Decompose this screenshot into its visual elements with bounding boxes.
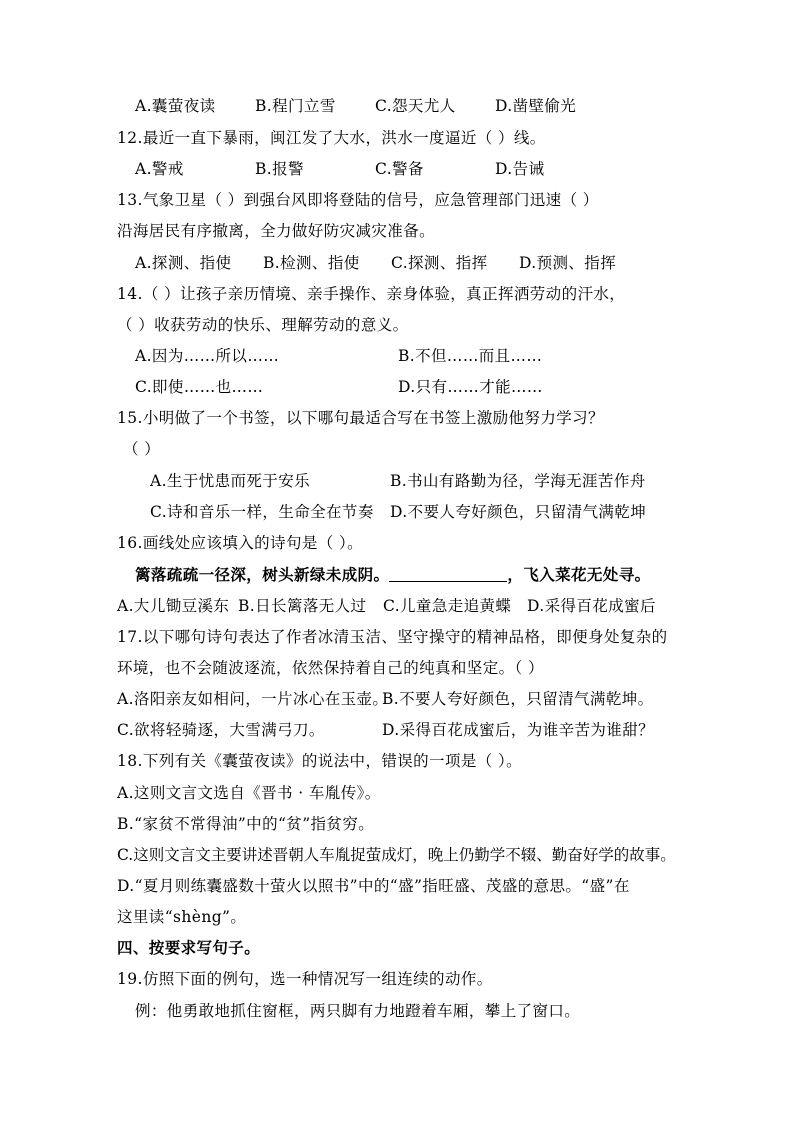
q12-option-c: C.警备	[375, 160, 424, 178]
q11-option-c: C.怨天尤人	[375, 97, 456, 115]
q14-option-b: B.不但……而且……	[398, 347, 543, 365]
q19-example: 例：他勇敢地抓住窗框，两只脚有力地蹬着车厢，攀上了窗口。	[135, 1002, 581, 1020]
q17-stem-line2: 环境，也不会随波逐流，依然保持着自己的纯真和坚定。（ ）	[117, 659, 544, 677]
q15-option-c: C.诗和音乐一样，生命全在节奏	[150, 503, 374, 521]
q17-option-c: C.欲将轻骑逐，大雪满弓刀。	[117, 721, 325, 739]
q16-poem-part1: 篱落疏疏一径深，树头新绿未成阴。	[135, 565, 390, 584]
q12-option-d: D.告诫	[495, 160, 545, 178]
q18-option-d-line1: D.“夏月则练囊盛数十萤火以照书”中的“盛”指旺盛、茂盛的意思。“盛”在	[117, 877, 630, 895]
q13-option-d: D.预测、指挥	[519, 254, 617, 272]
q16-option-a: A.大儿锄豆溪东	[117, 597, 230, 615]
q18-stem: 18.下列有关《囊萤夜读》的说法中，错误的一项是（ ）。	[117, 752, 523, 770]
q13-stem-line1: 13.气象卫星（ ）到强台风即将登陆的信号，应急管理部门迅速（ ）	[117, 191, 599, 209]
q13-option-a: A.探测、指使	[135, 254, 232, 272]
q15-option-d: D.不要人夸好颜色，只留清气满乾坤	[390, 503, 647, 521]
q12-option-b: B.报警	[255, 160, 304, 178]
q17-option-a: A.洛阳亲友如相问，一片冰心在玉壶。	[117, 690, 389, 708]
q16-poem	[135, 565, 651, 585]
q17-option-d: D.采得百花成蜜后，为谁辛苦为谁甜？	[382, 721, 655, 739]
q14-option-c: C.即使……也……	[135, 378, 264, 396]
q18-option-c: C.这则文言文主要讲述晋朝人车胤捉萤成灯，晚上仍勤学不辍、勤奋好学的故事。	[117, 846, 676, 864]
q16-option-c: C.儿童急走追黄蝶	[383, 597, 512, 615]
q16-fill-blank[interactable]	[389, 567, 507, 582]
q19-stem: 19.仿照下面的例句，选一种情况写一组连续的动作。	[117, 970, 493, 988]
q11-option-a: A.囊萤夜读	[135, 97, 216, 115]
q14-stem-line1: 14.（ ）让孩子亲历情境、亲手操作、亲身体验，真正挥洒劳动的汗水，	[117, 285, 626, 303]
q15-option-b: B.书山有路勤为径，学海无涯苦作舟	[390, 472, 646, 490]
q16-stem: 16.画线处应该填入的诗句是（ ）。	[117, 534, 364, 552]
q14-option-a: A.因为……所以……	[135, 347, 280, 365]
q11-option-d: D.凿壁偷光	[495, 97, 577, 115]
q17-stem-line1: 17.以下哪句诗句表达了作者冰清玉洁、坚守操守的精神品格，即便身处复杂的	[117, 628, 668, 646]
q13-option-b: B.检测、指使	[263, 254, 360, 272]
q16-option-d: D.采得百花成蜜后	[527, 597, 656, 615]
q18-option-d-line2: 这里读“shèng”。	[117, 908, 247, 926]
q13-stem-line2: 沿海居民有序撤离，全力做好防灾减灾准备。	[117, 222, 436, 240]
q15-stem-line1: 15.小明做了一个书签，以下哪句最适合写在书签上激励他努力学习？	[117, 409, 604, 427]
q18-option-b: B.“家贫不常得油”中的“贫”指贫穷。	[117, 815, 375, 833]
q16-option-b: B.日长篱落无人过	[238, 597, 367, 615]
q12-option-a: A.警戒	[135, 160, 184, 178]
q17-option-b: B.不要人夸好颜色，只留清气满乾坤。	[382, 690, 654, 708]
q15-stem-line2: （ ）	[123, 440, 161, 458]
q12-stem: 12.最近一直下暴雨，闽江发了大水，洪水一度逼近（ ）线。	[117, 129, 546, 147]
q14-option-d: D.只有……才能……	[398, 378, 543, 396]
q18-option-a: A.这则文言文选自《晋书 · 车胤传》。	[117, 784, 381, 802]
q15-option-a: A.生于忧患而死于安乐	[150, 472, 311, 490]
q16-poem-part2: ，飞入菜花无处寻。	[507, 565, 651, 584]
q11-option-b: B.程门立雪	[255, 97, 336, 115]
q13-option-c: C.探测、指挥	[391, 254, 488, 272]
q14-stem-line2: （ ）收获劳动的快乐、理解劳动的意义。	[117, 316, 409, 334]
section-4-title: 四、按要求写句子。	[117, 938, 261, 957]
